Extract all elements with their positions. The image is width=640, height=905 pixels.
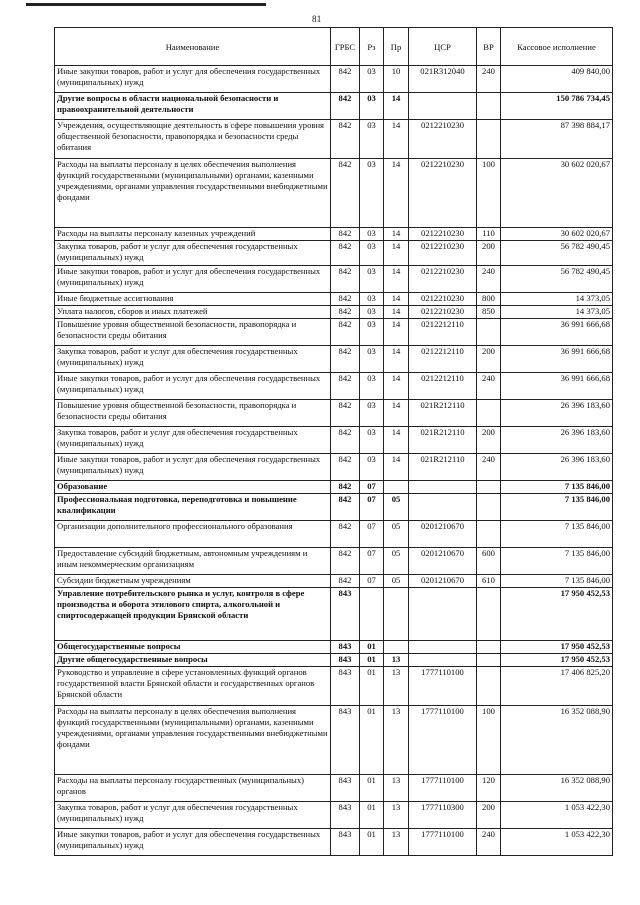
cell-rz: 03 — [360, 120, 384, 159]
table-row — [55, 775, 613, 802]
cell-rz: 01 — [360, 667, 384, 706]
cell-name: Иные закупки товаров, работ и услуг для обеспечения государственных (муниципальных) нужд — [55, 454, 331, 481]
cell-csr: 0212212110 — [409, 346, 477, 373]
cell-grbs: 842 — [331, 66, 360, 93]
cell-grbs: 842 — [331, 481, 360, 494]
cell-grbs: 842 — [331, 93, 360, 120]
cell-rz: 07 — [360, 575, 384, 588]
cell-amount: 36 991 666,68 — [501, 373, 613, 400]
cell-grbs: 842 — [331, 575, 360, 588]
cell-pr: 14 — [384, 319, 409, 346]
cell-name: Иные закупки товаров, работ и услуг для обеспечения государственных (муниципальных) нужд — [55, 266, 331, 293]
cell-pr: 14 — [384, 120, 409, 159]
cell-pr: 13 — [384, 667, 409, 706]
cell-amount: 17 950 452,53 — [501, 654, 613, 667]
cell-rz: 03 — [360, 400, 384, 427]
table-row — [55, 654, 613, 667]
cell-grbs: 842 — [331, 319, 360, 346]
cell-vr: 200 — [477, 427, 501, 454]
cell-rz: 01 — [360, 775, 384, 802]
table-row — [55, 120, 613, 159]
cell-rz: 03 — [360, 306, 384, 319]
cell-pr: 14 — [384, 400, 409, 427]
cell-pr: 14 — [384, 293, 409, 306]
cell-vr — [477, 521, 501, 548]
header-vr: ВР — [477, 28, 501, 66]
cell-rz: 03 — [360, 427, 384, 454]
cell-amount: 30 602 020,67 — [501, 228, 613, 241]
cell-vr: 240 — [477, 373, 501, 400]
cell-name: Расходы на выплаты персоналу казенных учреждений — [55, 228, 331, 241]
cell-amount: 1 053 422,30 — [501, 829, 613, 856]
cell-csr: 021R212110 — [409, 454, 477, 481]
cell-vr — [477, 481, 501, 494]
table-row — [55, 641, 613, 654]
cell-vr: 100 — [477, 159, 501, 228]
table-row — [55, 66, 613, 93]
page-number: 81 — [312, 14, 322, 24]
table-row — [55, 373, 613, 400]
cell-grbs: 843 — [331, 829, 360, 856]
cell-name: Образование — [55, 481, 331, 494]
cell-rz: 03 — [360, 319, 384, 346]
table-header-row — [55, 28, 613, 66]
cell-name: Закупка товаров, работ и услуг для обеспечения государственных (муниципальных) нужд — [55, 346, 331, 373]
cell-grbs: 842 — [331, 427, 360, 454]
cell-name: Другие общегосударственные вопросы — [55, 654, 331, 667]
cell-amount: 1 053 422,30 — [501, 802, 613, 829]
table-row — [55, 427, 613, 454]
cell-name: Закупка товаров, работ и услуг для обеспечения государственных (муниципальных) нужд — [55, 427, 331, 454]
cell-pr: 14 — [384, 159, 409, 228]
cell-csr: 1777110100 — [409, 775, 477, 802]
table-row — [55, 575, 613, 588]
cell-csr: 0212210230 — [409, 306, 477, 319]
cell-vr — [477, 667, 501, 706]
table-row — [55, 706, 613, 775]
cell-amount: 409 840,00 — [501, 66, 613, 93]
header-csr: ЦСР — [409, 28, 477, 66]
cell-pr — [384, 641, 409, 654]
cell-vr — [477, 120, 501, 159]
table-row — [55, 454, 613, 481]
table-row — [55, 306, 613, 319]
cell-csr: 0212210230 — [409, 228, 477, 241]
cell-vr: 100 — [477, 706, 501, 775]
cell-vr — [477, 654, 501, 667]
cell-rz: 01 — [360, 654, 384, 667]
cell-rz: 03 — [360, 293, 384, 306]
cell-grbs: 842 — [331, 306, 360, 319]
cell-amount: 36 991 666,68 — [501, 319, 613, 346]
cell-grbs: 842 — [331, 400, 360, 427]
cell-amount: 26 396 183,60 — [501, 400, 613, 427]
cell-csr: 0212210230 — [409, 120, 477, 159]
cell-vr: 610 — [477, 575, 501, 588]
cell-csr: 1777110100 — [409, 667, 477, 706]
cell-vr — [477, 588, 501, 641]
table-row — [55, 266, 613, 293]
table-row — [55, 293, 613, 306]
cell-rz: 03 — [360, 159, 384, 228]
cell-csr: 0212212110 — [409, 319, 477, 346]
cell-csr: 0212212110 — [409, 373, 477, 400]
cell-name: Субсидии бюджетным учреждениям — [55, 575, 331, 588]
cell-vr — [477, 400, 501, 427]
cell-rz: 03 — [360, 228, 384, 241]
cell-name: Уплата налогов, сборов и иных платежей — [55, 306, 331, 319]
cell-vr: 200 — [477, 346, 501, 373]
cell-pr: 05 — [384, 494, 409, 521]
cell-rz: 03 — [360, 66, 384, 93]
cell-rz: 01 — [360, 641, 384, 654]
cell-pr: 05 — [384, 521, 409, 548]
cell-vr — [477, 641, 501, 654]
cell-grbs: 842 — [331, 120, 360, 159]
cell-pr: 13 — [384, 706, 409, 775]
cell-pr: 14 — [384, 228, 409, 241]
cell-name: Другие вопросы в области национальной безопасности и правоохранительной деятельности — [55, 93, 331, 120]
table-row — [55, 494, 613, 521]
cell-pr: 13 — [384, 802, 409, 829]
cell-vr: 240 — [477, 454, 501, 481]
cell-grbs: 842 — [331, 373, 360, 400]
cell-grbs: 843 — [331, 654, 360, 667]
cell-pr: 14 — [384, 373, 409, 400]
cell-vr — [477, 319, 501, 346]
cell-amount: 7 135 846,00 — [501, 494, 613, 521]
cell-amount: 150 786 734,45 — [501, 93, 613, 120]
cell-grbs: 843 — [331, 802, 360, 829]
cell-rz: 03 — [360, 346, 384, 373]
cell-grbs: 842 — [331, 293, 360, 306]
cell-name: Иные закупки товаров, работ и услуг для обеспечения государственных (муниципальных) нужд — [55, 829, 331, 856]
table-row — [55, 667, 613, 706]
cell-name: Иные закупки товаров, работ и услуг для обеспечения государственных (муниципальных) нужд — [55, 373, 331, 400]
cell-rz: 03 — [360, 454, 384, 481]
cell-csr: 0212210230 — [409, 159, 477, 228]
cell-vr: 110 — [477, 228, 501, 241]
cell-grbs: 842 — [331, 494, 360, 521]
cell-pr: 14 — [384, 454, 409, 481]
cell-grbs: 842 — [331, 228, 360, 241]
header-amount: Кассовое исполнение — [501, 28, 613, 66]
cell-csr: 021R212110 — [409, 427, 477, 454]
table-row — [55, 548, 613, 575]
cell-amount: 26 396 183,60 — [501, 454, 613, 481]
cell-csr — [409, 641, 477, 654]
cell-vr: 200 — [477, 241, 501, 266]
top-rule — [26, 3, 266, 6]
cell-amount: 87 398 884,17 — [501, 120, 613, 159]
cell-csr: 0212210230 — [409, 293, 477, 306]
cell-grbs: 842 — [331, 241, 360, 266]
cell-pr — [384, 481, 409, 494]
cell-vr: 240 — [477, 66, 501, 93]
table-row — [55, 481, 613, 494]
cell-amount: 14 373,05 — [501, 306, 613, 319]
cell-amount: 56 782 490,45 — [501, 241, 613, 266]
cell-csr — [409, 654, 477, 667]
table-row — [55, 93, 613, 120]
cell-name: Управление потребительского рынка и услуг, контроля в сфере производства и оборота этилового спирта, алкогольной и спиртосодержащей продукции Брянской области — [55, 588, 331, 641]
cell-name: Расходы на выплаты персоналу в целях обеспечения выполнения функций государственными (муниципальными) органами, казенными учреждениями, органами управления государственными внебюджетными фондами — [55, 706, 331, 775]
cell-grbs: 842 — [331, 346, 360, 373]
cell-name: Расходы на выплаты персоналу государственных (муниципальных) органов — [55, 775, 331, 802]
cell-grbs: 842 — [331, 521, 360, 548]
cell-rz: 01 — [360, 829, 384, 856]
cell-grbs: 843 — [331, 588, 360, 641]
cell-amount: 36 991 666,68 — [501, 346, 613, 373]
cell-vr: 240 — [477, 829, 501, 856]
cell-name: Учреждения, осуществляющие деятельность в сфере повышения уровня общественной безопасности, правопорядка и безопасности среды обитания — [55, 120, 331, 159]
cell-rz: 07 — [360, 494, 384, 521]
cell-name: Повышение уровня общественной безопасности, правопорядка и безопасности среды обитания — [55, 400, 331, 427]
cell-amount: 56 782 490,45 — [501, 266, 613, 293]
cell-rz: 01 — [360, 706, 384, 775]
cell-pr: 14 — [384, 241, 409, 266]
cell-csr: 0201210670 — [409, 575, 477, 588]
cell-vr: 850 — [477, 306, 501, 319]
cell-pr: 14 — [384, 346, 409, 373]
cell-pr: 13 — [384, 775, 409, 802]
cell-pr: 13 — [384, 829, 409, 856]
cell-amount: 17 950 452,53 — [501, 641, 613, 654]
cell-grbs: 842 — [331, 159, 360, 228]
cell-rz: 01 — [360, 802, 384, 829]
cell-rz: 03 — [360, 93, 384, 120]
cell-csr — [409, 494, 477, 521]
cell-grbs: 842 — [331, 548, 360, 575]
cell-vr: 800 — [477, 293, 501, 306]
cell-pr: 14 — [384, 266, 409, 293]
cell-name: Закупка товаров, работ и услуг для обеспечения государственных (муниципальных) нужд — [55, 802, 331, 829]
cell-csr — [409, 588, 477, 641]
cell-pr: 05 — [384, 575, 409, 588]
cell-csr — [409, 93, 477, 120]
cell-name: Повышение уровня общественной безопасности, правопорядка и безопасности среды обитания — [55, 319, 331, 346]
cell-rz: 03 — [360, 373, 384, 400]
cell-rz: 03 — [360, 241, 384, 266]
cell-pr: 14 — [384, 427, 409, 454]
cell-name: Профессиональная подготовка, переподготовка и повышение квалификации — [55, 494, 331, 521]
cell-rz — [360, 588, 384, 641]
table-row — [55, 829, 613, 856]
cell-vr: 600 — [477, 548, 501, 575]
cell-rz: 03 — [360, 266, 384, 293]
cell-pr: 05 — [384, 548, 409, 575]
table-row — [55, 802, 613, 829]
cell-rz: 07 — [360, 481, 384, 494]
cell-csr: 021R312040 — [409, 66, 477, 93]
header-pr: Пр — [384, 28, 409, 66]
cell-csr: 1777110300 — [409, 802, 477, 829]
cell-pr — [384, 588, 409, 641]
cell-name: Организации дополнительного профессионального образования — [55, 521, 331, 548]
cell-name: Расходы на выплаты персоналу в целях обеспечения выполнения функций государственными (муниципальными) органами, казенными учреждениями, органами управления государственными внебюджетными фондами — [55, 159, 331, 228]
cell-name: Общегосударственные вопросы — [55, 641, 331, 654]
table-row — [55, 346, 613, 373]
cell-vr: 120 — [477, 775, 501, 802]
table-row — [55, 521, 613, 548]
cell-csr: 021R212110 — [409, 400, 477, 427]
header-grbs: ГРБС — [331, 28, 360, 66]
cell-csr — [409, 481, 477, 494]
cell-csr: 0212210230 — [409, 241, 477, 266]
cell-amount: 16 352 088,90 — [501, 775, 613, 802]
cell-amount: 17 406 825,20 — [501, 667, 613, 706]
cell-vr — [477, 93, 501, 120]
cell-grbs: 843 — [331, 775, 360, 802]
cell-pr: 10 — [384, 66, 409, 93]
cell-csr: 0201210670 — [409, 548, 477, 575]
cell-rz: 07 — [360, 521, 384, 548]
cell-name: Руководство и управление в сфере установленных функций органов государственной власти Брянской области и государственных органов Брянской области — [55, 667, 331, 706]
cell-rz: 07 — [360, 548, 384, 575]
table-row — [55, 588, 613, 641]
cell-amount: 26 396 183,60 — [501, 427, 613, 454]
cell-amount: 30 602 020,67 — [501, 159, 613, 228]
cell-amount: 7 135 846,00 — [501, 548, 613, 575]
cell-amount: 7 135 846,00 — [501, 521, 613, 548]
table-row — [55, 319, 613, 346]
cell-grbs: 843 — [331, 641, 360, 654]
header-name: Наименование — [55, 28, 331, 66]
cell-pr: 13 — [384, 654, 409, 667]
cell-name: Закупка товаров, работ и услуг для обеспечения государственных (муниципальных) нужд — [55, 241, 331, 266]
cell-amount: 7 135 846,00 — [501, 481, 613, 494]
table-row — [55, 241, 613, 266]
cell-amount: 14 373,05 — [501, 293, 613, 306]
cell-name: Иные бюджетные ассигнования — [55, 293, 331, 306]
cell-grbs: 842 — [331, 454, 360, 481]
budget-table — [54, 27, 613, 856]
table-row — [55, 400, 613, 427]
cell-csr: 1777110100 — [409, 829, 477, 856]
cell-pr: 14 — [384, 306, 409, 319]
cell-vr: 240 — [477, 266, 501, 293]
cell-amount: 16 352 088,90 — [501, 706, 613, 775]
table-body — [55, 66, 613, 856]
cell-amount: 17 950 452,53 — [501, 588, 613, 641]
header-rz: Рз — [360, 28, 384, 66]
cell-csr: 1777110100 — [409, 706, 477, 775]
cell-grbs: 842 — [331, 266, 360, 293]
table-row — [55, 159, 613, 228]
table-row — [55, 228, 613, 241]
cell-name: Предоставление субсидий бюджетным, автономным учреждениям и иным некоммерческим организациям — [55, 548, 331, 575]
cell-vr — [477, 494, 501, 521]
cell-vr: 200 — [477, 802, 501, 829]
cell-grbs: 843 — [331, 667, 360, 706]
cell-name: Иные закупки товаров, работ и услуг для обеспечения государственных (муниципальных) нужд — [55, 66, 331, 93]
cell-amount: 7 135 846,00 — [501, 575, 613, 588]
cell-csr: 0201210670 — [409, 521, 477, 548]
cell-grbs: 843 — [331, 706, 360, 775]
cell-csr: 0212210230 — [409, 266, 477, 293]
cell-pr: 14 — [384, 93, 409, 120]
